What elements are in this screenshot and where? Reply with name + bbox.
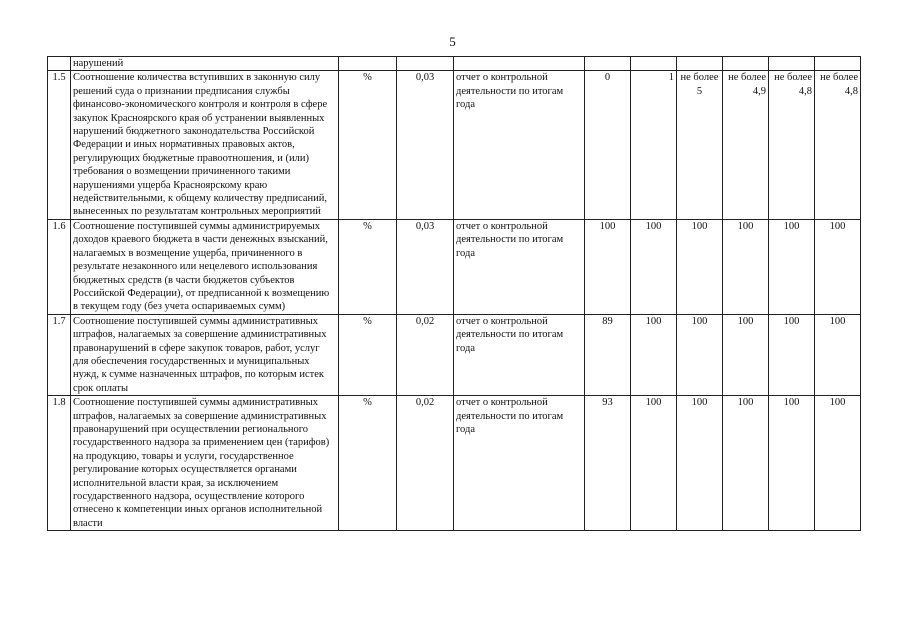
- value-cell: 100: [815, 396, 861, 531]
- value-cell: не более 4,9: [723, 71, 769, 219]
- value-cell: 100: [769, 219, 815, 314]
- value-cell: 100: [723, 314, 769, 395]
- table-row: [48, 314, 861, 395]
- indicator-description: Соотношение количества вступивших в законную силу решений суда о признании предписания службы финансово-экономического контроля и контроля в сфере закупок Красноярского края об устранении выявленных нарушений бюджетного законодательства Российской Федерации и иных нормативных правовых актов, регулирующих бюджетные правоотношения, и (или) требования о возмещении причиненного такими нарушениями ущерба Красноярскому краю недействительными, к общему количеству предписаний, вынесенных по результатам контрольных мероприятий: [71, 71, 339, 219]
- indicator-description: Соотношение поступившей суммы административных штрафов, налагаемых за совершение административных правонарушений при осуществлении регионального государственного надзора за применением цен (тарифов) на продукцию, товары и услуги, государственное регулирование которых осуществляется органами исполнительной власти края, за исключением государственного надзора, осуществление которого отнесено к компетенции иных органов исполнительной власти: [71, 396, 339, 531]
- value-cell: 100: [723, 396, 769, 531]
- value-cell: 89: [585, 314, 631, 395]
- value-cell: 100: [769, 396, 815, 531]
- value-cell: 100: [677, 314, 723, 395]
- row-number: 1.8: [48, 396, 71, 531]
- value-cell: 1: [631, 71, 677, 219]
- value-cell: 100: [631, 219, 677, 314]
- indicators-table: [47, 56, 861, 531]
- value-cell: 100: [631, 314, 677, 395]
- value-cell: 100: [723, 219, 769, 314]
- value-cell: 100: [677, 396, 723, 531]
- row-number: 1.6: [48, 219, 71, 314]
- weight-cell: 0,03: [397, 71, 454, 219]
- unit-cell: %: [339, 219, 397, 314]
- source-cell: отчет о контрольной деятельности по итогам года: [454, 396, 585, 531]
- continuation-row: [48, 57, 861, 71]
- indicator-description: Соотношение поступившей суммы административных штрафов, налагаемых за совершение административных правонарушений в сфере закупок товаров, работ, услуг для обеспечения государственных и муниципальных нужд, к сумме назначенных штрафов, по которым истек срок оплаты: [71, 314, 339, 395]
- unit-cell: %: [339, 71, 397, 219]
- value-cell: не более 5: [677, 71, 723, 219]
- source-cell: отчет о контрольной деятельности по итогам года: [454, 219, 585, 314]
- continuation-text: нарушений: [71, 57, 339, 71]
- value-cell: 100: [677, 219, 723, 314]
- source-cell: отчет о контрольной деятельности по итогам года: [454, 314, 585, 395]
- value-cell: 100: [815, 314, 861, 395]
- value-cell: не более 4,8: [769, 71, 815, 219]
- value-cell: 100: [631, 396, 677, 531]
- weight-cell: 0,02: [397, 314, 454, 395]
- weight-cell: 0,03: [397, 219, 454, 314]
- row-number: 1.7: [48, 314, 71, 395]
- value-cell: 100: [815, 219, 861, 314]
- source-cell: отчет о контрольной деятельности по итогам года: [454, 71, 585, 219]
- value-cell: 0: [585, 71, 631, 219]
- table-row: [48, 219, 861, 314]
- table-row: [48, 71, 861, 219]
- unit-cell: %: [339, 314, 397, 395]
- value-cell: не более 4,8: [815, 71, 861, 219]
- table-row: [48, 396, 861, 531]
- value-cell: 93: [585, 396, 631, 531]
- page-number: 5: [449, 34, 456, 49]
- value-cell: 100: [769, 314, 815, 395]
- value-cell: 100: [585, 219, 631, 314]
- unit-cell: %: [339, 396, 397, 531]
- weight-cell: 0,02: [397, 396, 454, 531]
- row-number: 1.5: [48, 71, 71, 219]
- indicator-description: Соотношение поступившей суммы администрируемых доходов краевого бюджета в части денежных взысканий, налагаемых в возмещение ущерба, причиненного в результате незаконного или нецелевого использования бюджетных средств (в части бюджетов субъектов Российской Федерации), от предписанной к возмещению в текущем году (без учета оспариваемых сумм): [71, 219, 339, 314]
